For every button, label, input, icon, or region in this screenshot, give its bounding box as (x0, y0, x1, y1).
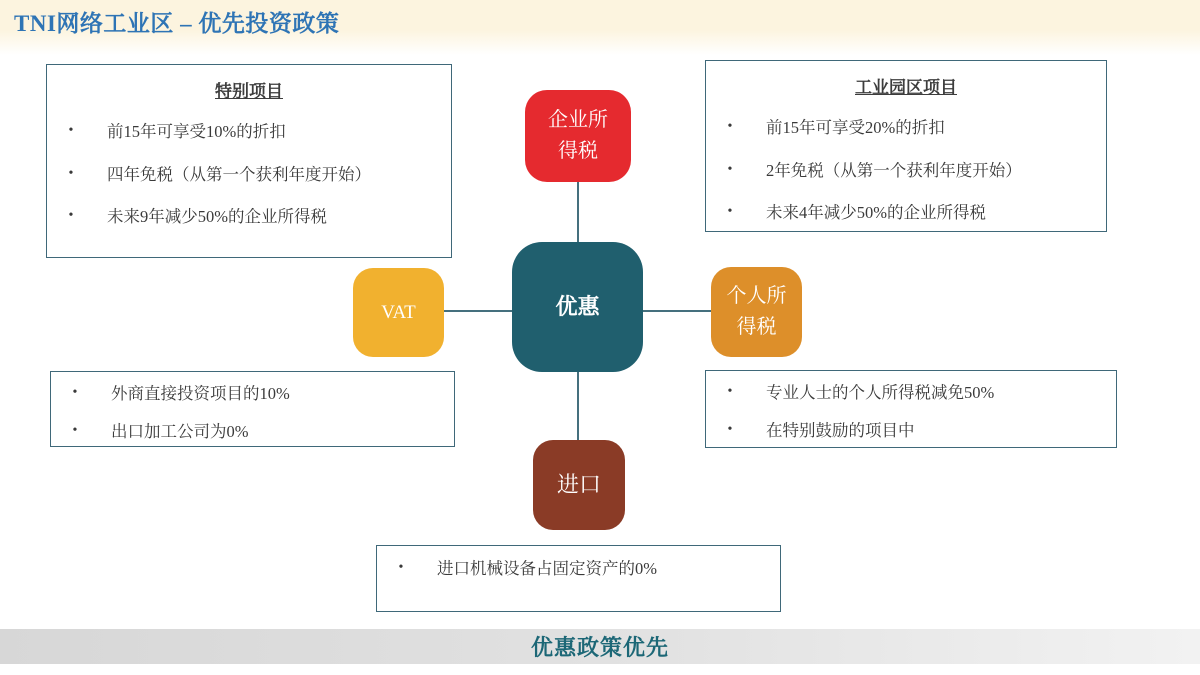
personal-tax-details-box (705, 370, 1117, 448)
personal-tax-label (727, 281, 787, 343)
page-title: TNI网络工业区 – 优先投资政策 (14, 11, 340, 36)
node-label-line: 得税 (558, 140, 598, 162)
bullet-text: 进口机械设备占固定资产的0% (437, 559, 657, 578)
benefit-center-label: 优惠 (555, 293, 600, 319)
bullet-dot-icon: • (727, 421, 733, 437)
connector-top (577, 182, 579, 242)
connector-right (643, 310, 711, 312)
industrial-park-bullets (706, 118, 1106, 224)
node-label-line: 得税 (736, 316, 777, 338)
bullet-text: 四年免税（从第一个获利年度开始） (107, 164, 371, 184)
benefit-center-node (512, 242, 643, 372)
bullet-text: 专业人士的个人所得税减免50% (766, 383, 995, 402)
bullet-text: 前15年可享受20%的折扣 (766, 118, 945, 137)
industrial-park-heading: 工业园区项目 (855, 78, 957, 97)
list-item (722, 161, 1098, 182)
import-label: 进口 (556, 471, 601, 497)
list-item (722, 203, 1098, 224)
list-item (722, 118, 1098, 139)
footer-slogan: 优惠政策优先 (530, 635, 669, 660)
list-item (63, 122, 443, 143)
bullet-dot-icon: • (727, 384, 733, 399)
bullet-text: 未来4年减少50%的企业所得税 (766, 203, 986, 223)
vat-label: VAT (381, 301, 416, 323)
special-project-heading: 特别项目 (215, 82, 283, 101)
corporate-tax-node (525, 90, 631, 182)
industrial-park-box (705, 60, 1107, 232)
bullet-dot-icon: • (72, 422, 78, 438)
bullet-text: 出口加工公司为0% (111, 421, 249, 441)
bullet-text: 未来9年减少50%的企业所得税 (107, 207, 327, 227)
personal-tax-node (711, 267, 802, 357)
corporate-tax-label (548, 105, 608, 167)
import-details-box (376, 545, 781, 612)
list-item (67, 422, 446, 443)
special-project-box (46, 64, 452, 258)
personal-tax-details-bullets (706, 383, 1116, 441)
bullet-dot-icon: • (68, 165, 74, 181)
bullet-dot-icon: • (398, 560, 404, 575)
node-label-line: 个人所 (726, 285, 787, 307)
bullet-dot-icon: • (72, 385, 78, 400)
footer-band (0, 629, 1200, 664)
list-item (67, 384, 446, 405)
list-item (722, 421, 1108, 442)
import-node (533, 440, 625, 530)
bullet-dot-icon: • (727, 204, 733, 220)
bullet-dot-icon: • (727, 161, 733, 177)
special-project-bullets (47, 122, 451, 228)
vat-details-bullets (51, 384, 454, 442)
node-label-line: 企业所 (548, 109, 608, 131)
bullet-text: 外商直接投资项目的10% (111, 384, 290, 403)
list-item (393, 559, 772, 580)
bullet-text: 前15年可享受10%的折扣 (107, 122, 286, 141)
bullet-dot-icon: • (727, 119, 733, 134)
bullet-dot-icon: • (68, 208, 74, 224)
bullet-text: 在特别鼓励的项目中 (766, 420, 915, 440)
bullet-text: 2年免税（从第一个获利年度开始） (766, 160, 1022, 180)
list-item (63, 207, 443, 228)
connector-left (444, 310, 512, 312)
vat-node (353, 268, 444, 357)
import-details-bullets (377, 559, 780, 580)
list-item (722, 383, 1108, 404)
connector-bottom (577, 372, 579, 440)
list-item (63, 165, 443, 186)
bullet-dot-icon: • (68, 123, 74, 138)
vat-details-box (50, 371, 455, 447)
